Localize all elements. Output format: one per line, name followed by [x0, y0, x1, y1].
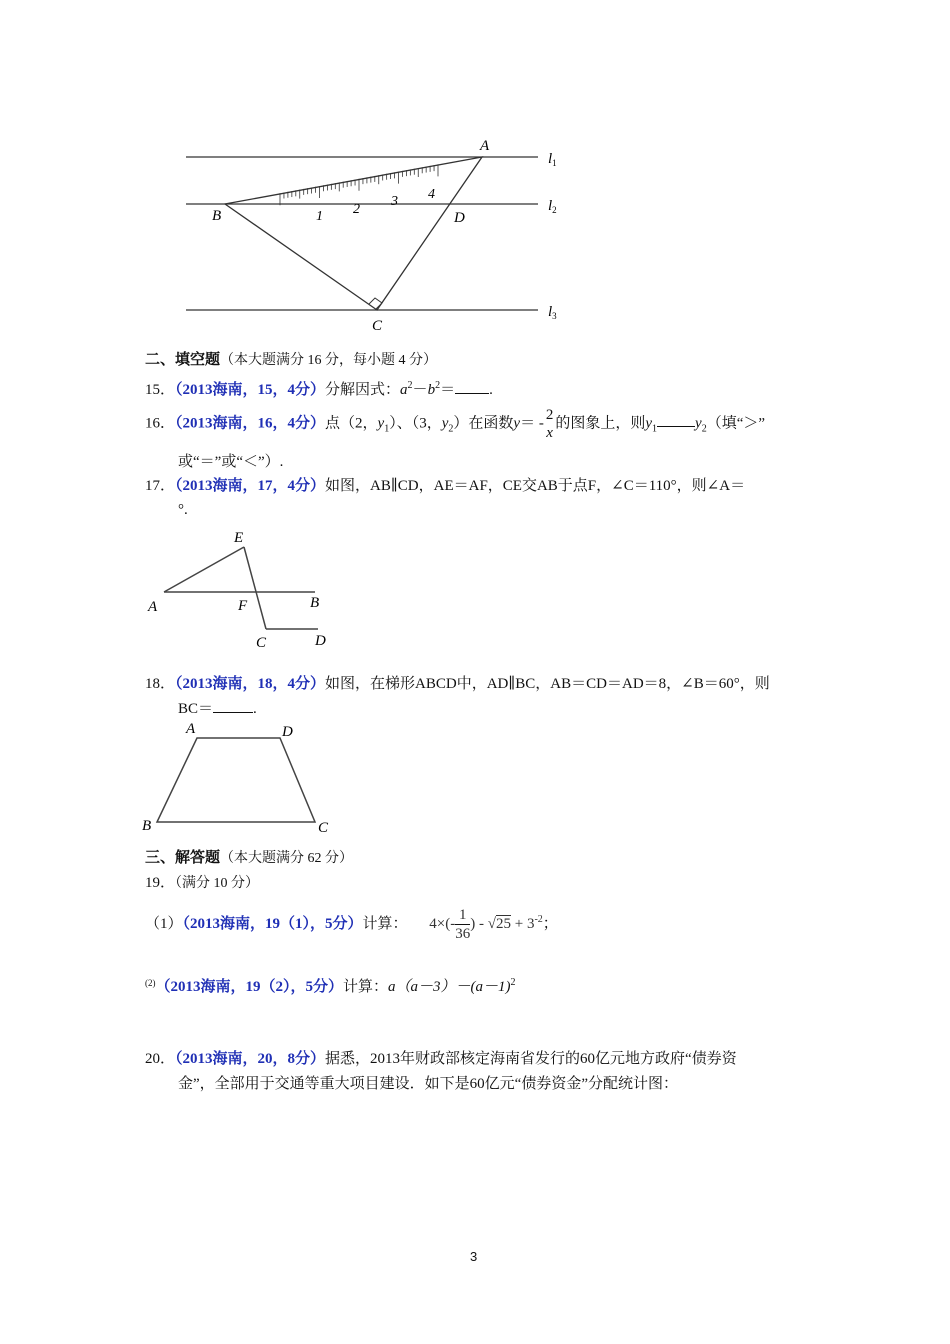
section-2-note: （本大题满分 16 分，每小题 4 分）	[220, 353, 438, 368]
q19-p1-end: ；	[542, 916, 558, 932]
q20-source: （2013海南，20，8分）	[175, 1051, 326, 1067]
q16-cy2: y	[695, 415, 702, 432]
section-3-note: （本大题满分 62 分）	[220, 851, 354, 866]
q15-end: .	[489, 382, 493, 398]
right-angle-mark	[369, 298, 382, 309]
section-3-title: 三、解答题	[145, 850, 221, 866]
q18-label-A: A	[186, 721, 196, 737]
question-15	[145, 376, 493, 400]
line-EC	[244, 547, 266, 629]
q19-p1-sqrt: √25	[487, 916, 511, 932]
section-2-heading	[145, 350, 437, 371]
figure-q18-trapezoid	[138, 718, 348, 838]
label-C: C	[372, 318, 383, 334]
q17-label-C: C	[256, 635, 267, 651]
q19-p1-fraction	[455, 906, 470, 943]
q15-source: （2013海南，15，4分）	[175, 382, 326, 398]
q16-cy1-sub: 1	[652, 423, 658, 435]
question-20-line2: 金”，全部用于交通等重大项目建设．如下是60亿元“债券资金”分配统计图：	[178, 1076, 678, 1092]
q16-t5: （填“＞”	[706, 415, 766, 432]
q17-label-E: E	[234, 530, 244, 546]
q18-source: （2013海南，18，4分）	[175, 676, 326, 692]
ruler-mark-3: 3	[391, 194, 398, 209]
q17-number: 17．	[145, 478, 176, 494]
q18-label-D: D	[282, 724, 293, 740]
q19-p1-frac-num: 1	[455, 906, 470, 925]
q16-source: （2013海南，16，4分）	[175, 415, 326, 432]
question-19	[145, 873, 259, 894]
label-A: A	[480, 138, 490, 154]
q16-answer-blank[interactable]	[657, 414, 695, 427]
q19-p2-label: (2)	[145, 978, 156, 988]
label-D: D	[454, 210, 465, 226]
q15-a: a	[400, 382, 408, 398]
q19-p2-source: （2013海南，19（2），5分）	[155, 979, 344, 995]
ruler-mark-1: 1	[316, 209, 323, 224]
question-16-line2: 或“＝”或“＜”）.	[178, 454, 284, 470]
q17-label-D: D	[315, 633, 326, 649]
q19-p1-expr-a: 4×(-	[429, 916, 456, 932]
q16-y1: y	[377, 415, 385, 432]
q18-line2b: .	[253, 701, 257, 717]
trapezoid-ABCD	[157, 738, 315, 822]
q16-frac-den: x	[546, 425, 553, 441]
q19-p1-expr-c: + 3	[514, 916, 535, 932]
q17-label-B: B	[310, 595, 320, 611]
q15-text: 分解因式：	[325, 382, 401, 398]
q16-number: 16．	[145, 415, 176, 432]
q16-t3: ）在函数	[453, 415, 514, 432]
question-19-part1	[145, 900, 558, 944]
q16-t1: 点（2，	[325, 415, 378, 432]
q16-frac-num: 2	[545, 407, 554, 423]
q19-p1-sqrt-val: 25	[495, 916, 511, 932]
q16-fraction	[544, 406, 556, 442]
page-number: 3	[470, 1249, 478, 1264]
question-20	[145, 1049, 737, 1069]
q17-text: 如图，AB∥CD，AE＝AF，CE交AB于点F，∠C＝110°，则∠A＝	[325, 478, 746, 494]
q16-fy: y	[513, 415, 521, 432]
q16-y1-sub: 1	[384, 423, 390, 435]
q18-label-B: B	[142, 818, 152, 834]
q15-b-exp: 2	[435, 380, 441, 391]
q19-number: 19．	[145, 875, 176, 891]
q17-label-A: A	[148, 599, 158, 615]
q15-minus: －	[412, 382, 428, 398]
q17-source: （2013海南，17，4分）	[175, 478, 326, 494]
q19-p2-expr: a（a－3）－(a－1)	[388, 979, 511, 995]
ruler-mark-2: 2	[353, 202, 360, 217]
q15-b: b	[427, 382, 436, 398]
question-19-part2	[145, 973, 516, 997]
q19-p1-frac-den: 36	[455, 926, 471, 943]
q18-label-C: C	[318, 820, 329, 836]
q19-p2-exp: 2	[510, 977, 516, 988]
q17-line2: °.	[178, 502, 188, 518]
figure-q17	[140, 525, 340, 655]
q19-note: （满分 10 分）	[175, 876, 260, 891]
q19-p1-label: （1）	[145, 916, 183, 932]
question-17-line2	[178, 500, 188, 520]
q15-answer-blank[interactable]	[455, 381, 489, 394]
label-B: B	[212, 208, 222, 224]
q18-answer-blank[interactable]	[213, 700, 253, 713]
label-l1: $l_1$	[548, 151, 557, 168]
section-3-heading	[145, 848, 353, 869]
figure-parallel-lines	[180, 132, 580, 337]
q16-y2: y	[441, 415, 449, 432]
label-l2: $l_2$	[548, 198, 557, 215]
q15-a-exp: 2	[407, 380, 413, 391]
q18-line2a: BC＝	[178, 701, 214, 717]
q16-y2-sub: 2	[448, 423, 454, 435]
q16-t4: 的图象上，则	[555, 415, 646, 432]
question-18	[145, 674, 770, 694]
question-16	[145, 406, 765, 446]
question-17	[145, 476, 745, 496]
ruler-ticks	[280, 164, 438, 205]
q16-t2: ）、（3，	[389, 415, 442, 432]
q16-cy2-sub: 2	[701, 423, 707, 435]
triangle-ABC	[225, 157, 482, 310]
ruler-mark-4: 4	[428, 187, 435, 202]
q19-p1-text: 计算：	[362, 916, 408, 932]
q17-label-F: F	[238, 598, 248, 614]
line-AE	[164, 547, 244, 592]
q19-p1-exp: -2	[534, 914, 543, 925]
q19-p2-text: 计算：	[343, 979, 389, 995]
q18-number: 18．	[145, 676, 176, 692]
q20-number: 20．	[145, 1051, 176, 1067]
q15-eq: ＝	[440, 382, 456, 398]
label-l3: $l_3$	[548, 304, 557, 321]
q15-number: 15．	[145, 382, 176, 398]
q19-p1-expr-b: ) -	[470, 916, 484, 932]
q16-cy1: y	[645, 415, 653, 432]
question-18-line2	[178, 699, 257, 719]
q19-p1-source: （2013海南，19（1），5分）	[182, 916, 363, 932]
q18-text: 如图，在梯形ABCD中，AD∥BC，AB＝CD＝AD＝8，∠B＝60°，则	[325, 676, 770, 692]
q16-feq: ＝ -	[520, 415, 544, 432]
q20-text: 据悉，2013年财政部核定海南省发行的60亿元地方政府“债券资	[325, 1051, 737, 1067]
section-2-title: 二、填空题	[145, 352, 221, 368]
